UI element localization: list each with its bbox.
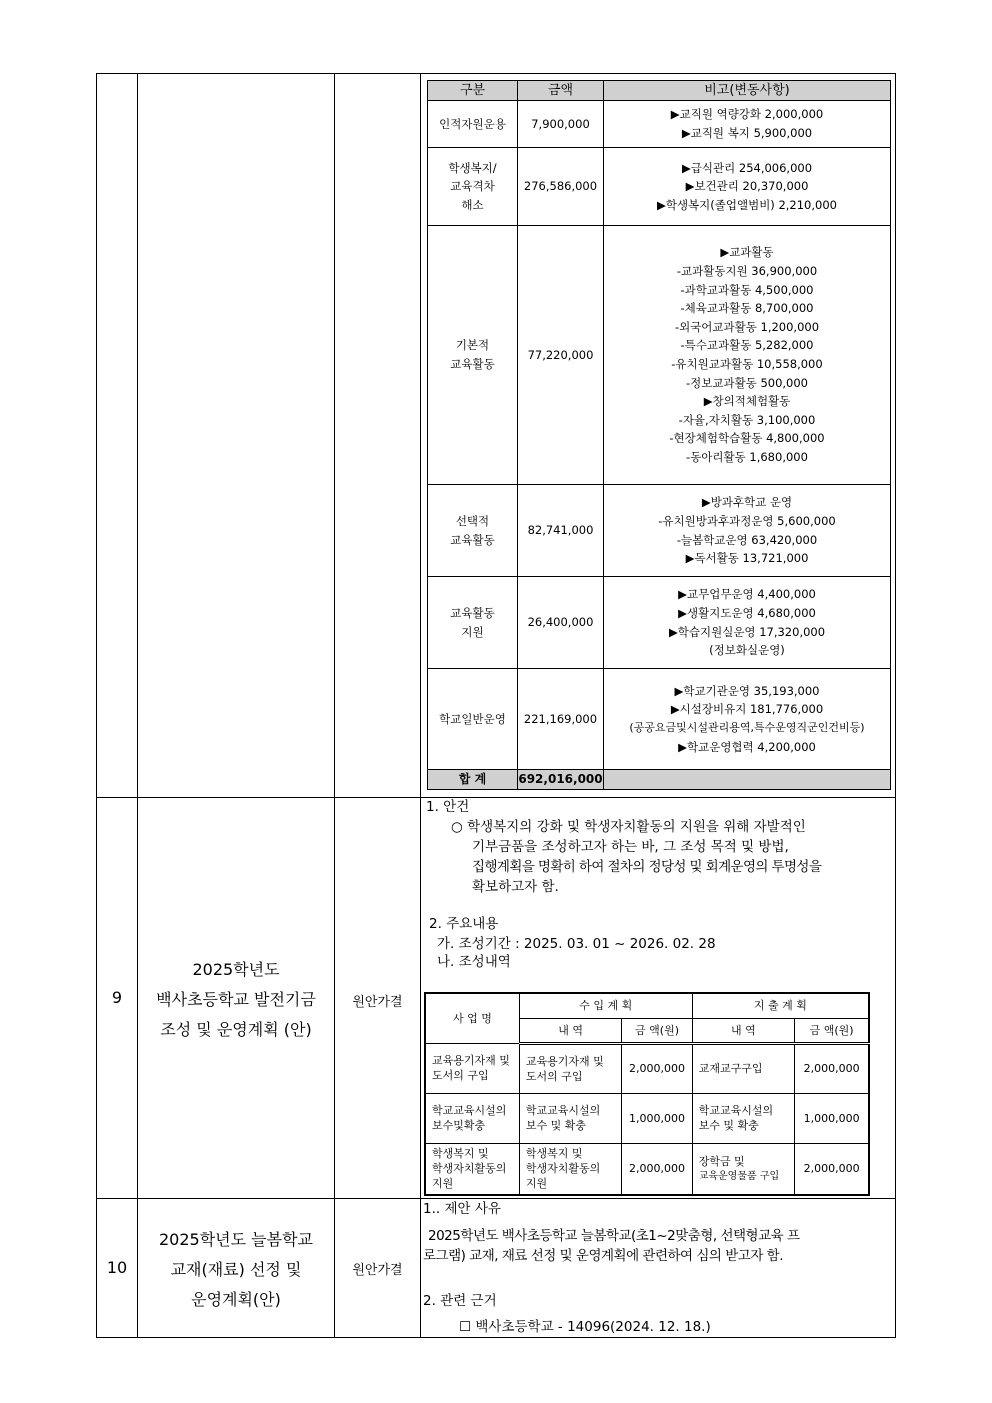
fund-expense-detail: 장학금 및 [698, 1154, 745, 1168]
item10-section2: 2. 관련 근거 [423, 1293, 497, 1309]
budget-amount: 82,741,000 [518, 485, 604, 577]
fund-expense-detail: 보수 및 확충 [698, 1119, 759, 1132]
item10-status: 원안가결 [352, 1262, 403, 1278]
fund-expense-detail: 학교교육시설의 [698, 1104, 774, 1117]
col-divider-2 [334, 73, 335, 1338]
item10-title [138, 1210, 334, 1330]
budget-amount: 7,900,000 [518, 101, 604, 148]
budget-note: -과학교과활동 4,500,000 [680, 282, 814, 297]
fund-business: 학생자치활동의 [432, 1162, 507, 1176]
fund-row [425, 1043, 869, 1093]
budget-header-row [428, 81, 891, 101]
budget-note: -늘봄학교운영 63,420,000 [676, 532, 818, 547]
budget-note: -특수교과활동 5,282,000 [680, 338, 814, 353]
item10-reason-line: 2025학년도 백사초등학교 늘봄학교(초1~2맞춤형, 선택형교육 프 [428, 1228, 800, 1244]
fund-header-expense-detail: 내 역 [692, 1018, 794, 1043]
item10-title-line: 운영계획(안) [191, 1290, 281, 1309]
budget-category: 인적자원운용 [439, 116, 506, 131]
budget-category: 교육격차 [450, 179, 495, 194]
item9-title-line: 2025학년도 [192, 960, 280, 979]
fund-header-expense-amount: 금 액(원) [795, 1018, 869, 1043]
budget-note: -자율,자치활동 3,100,000 [678, 412, 816, 427]
budget-note: ▶교직원 역량강화 2,000,000 [670, 107, 824, 122]
budget-note: ▶학습지원실운영 17,320,000 [668, 624, 826, 639]
budget-category: 교육활동 [450, 605, 495, 620]
item9-number: 9 [111, 988, 123, 1007]
fund-header-income-detail: 내 역 [519, 1018, 621, 1043]
budget-category: 학교일반운영 [439, 711, 506, 726]
budget-note: -정보교과활동 500,000 [685, 375, 808, 390]
budget-amount: 221,169,000 [518, 669, 604, 770]
budget-note: ▶교과활동 [720, 245, 774, 260]
budget-note: ▶창의적체험활동 [703, 394, 791, 409]
budget-note: ▶시설장비유지 181,776,000 [670, 702, 824, 717]
budget-note: ▶학교운영협력 4,200,000 [678, 739, 816, 754]
fund-header-business: 사 업 명 [425, 993, 519, 1043]
budget-note: -체육교과활동 8,700,000 [680, 301, 814, 316]
fund-expense-amount: 2,000,000 [795, 1143, 869, 1195]
budget-note: ▶보건관리 20,370,000 [685, 179, 809, 194]
fund-income-amount: 2,000,000 [622, 1043, 692, 1093]
budget-row [428, 577, 891, 669]
budget-header-notes: 비고(변동사항) [604, 81, 891, 101]
fund-expense-detail: 교재교구구입 [698, 1062, 763, 1075]
budget-note: ▶방과후학교 운영 [701, 495, 793, 510]
budget-note: ▶급식관리 254,006,000 [681, 160, 813, 175]
item10-title-line: 교재(재료) 선정 및 [170, 1260, 302, 1279]
budget-header-category: 구분 [428, 81, 518, 101]
item10-title-line: 2025학년도 늘봄학교 [159, 1230, 313, 1249]
item9-content-line: ○ 학생복지의 강화 및 학생자치활동의 지원을 위해 자발적인 [451, 819, 806, 835]
fund-income-amount: 1,000,000 [622, 1093, 692, 1143]
fund-income-detail: 학생자치활동의 [525, 1162, 601, 1176]
item9-details-label: 나. 조성내역 [437, 954, 511, 970]
fund-table [424, 992, 870, 1196]
budget-amount: 26,400,000 [518, 577, 604, 669]
item10-reason-line: 로그램) 교재, 재료 선정 및 운영계획에 관련하여 심의 받고자 함. [423, 1248, 783, 1264]
budget-category: 해소 [461, 197, 484, 212]
item9-title-line: 조성 및 운영계획 (안) [160, 1020, 312, 1039]
item9-content-line: 확보하고자 함. [472, 879, 559, 895]
fund-income-detail: 보수 및 확충 [525, 1119, 587, 1132]
item10-number: 10 [106, 1258, 128, 1277]
budget-amount: 77,220,000 [518, 226, 604, 485]
budget-category: 교육활동 [450, 532, 495, 547]
fund-header-income: 수 입 계 획 [519, 993, 692, 1018]
budget-note: -현장체험학습활동 4,800,000 [669, 431, 825, 446]
item9-section2: 2. 주요내용 [429, 916, 499, 932]
fund-expense-amount: 1,000,000 [795, 1093, 869, 1143]
budget-category: 지원 [461, 624, 484, 639]
fund-income-detail: 지원 [525, 1177, 548, 1191]
fund-expense-detail: 교육운영물품 구입 [698, 1170, 780, 1182]
budget-note: ▶교직원 복지 5,900,000 [681, 126, 813, 140]
item9-title [138, 880, 334, 1120]
budget-table [427, 80, 891, 790]
item9-content-line: 집행계획을 명확히 하여 절차의 정당성 및 회계운영의 투명성을 [472, 859, 822, 875]
budget-total-amount: 692,016,000 [518, 770, 604, 790]
budget-note: (공공요금및시설관리용역,특수운영직군인건비등) [629, 721, 865, 734]
item9-content-line: 기부금품을 조성하고자 하는 바, 그 조성 목적 및 방법, [472, 839, 789, 855]
budget-row [428, 226, 891, 485]
fund-header-income-amount: 금 액(원) [622, 1018, 692, 1043]
outer-right-border [895, 73, 896, 1338]
item9-period: 가. 조성기간 : 2025. 03. 01 ~ 2026. 02. 28 [437, 936, 716, 952]
col-divider-3 [420, 73, 421, 1338]
fund-business: 지원 [432, 1177, 454, 1191]
budget-note: -유치원교과활동 10,558,000 [671, 357, 823, 371]
budget-row [428, 101, 891, 148]
col-divider-1 [137, 73, 138, 1338]
item9-status: 원안가결 [352, 994, 403, 1010]
fund-income-amount: 2,000,000 [622, 1143, 692, 1195]
budget-row [428, 148, 891, 226]
item10-section1: 1.. 제안 사유 [423, 1201, 501, 1217]
budget-note: -외국어교과활동 1,200,000 [674, 319, 820, 334]
budget-total-label: 합 계 [428, 770, 518, 790]
budget-note: ▶학교기관운영 35,193,000 [674, 683, 820, 698]
fund-header-expense: 지 출 계 획 [692, 993, 869, 1018]
fund-income-detail: 도서의 구입 [525, 1069, 583, 1083]
budget-total-row [428, 770, 891, 790]
outer-bottom-border [96, 1337, 896, 1338]
budget-note: (정보화실운영) [709, 643, 785, 658]
budget-row [428, 669, 891, 770]
fund-expense-amount: 2,000,000 [795, 1043, 869, 1093]
budget-note: ▶교무업무운영 4,400,000 [678, 587, 816, 602]
budget-note: ▶독서활동 13,721,000 [685, 551, 809, 566]
budget-category: 기본적 [455, 338, 490, 353]
item9-section1: 1. 안건 [426, 799, 470, 815]
budget-category: 학생복지/ [448, 160, 497, 175]
outer-top-border [96, 73, 896, 74]
fund-income-detail: 학교교육시설의 [525, 1104, 601, 1117]
budget-row [428, 485, 891, 577]
item10-basis: ☐ 백사초등학교 - 14096(2024. 12. 18.) [459, 1319, 711, 1335]
fund-business: 학교교육시설의 [432, 1104, 507, 1117]
budget-category: 선택적 [455, 513, 490, 528]
fund-row [425, 1093, 869, 1143]
row-divider-9 [96, 797, 896, 798]
budget-note: -교과활동지원 36,900,000 [676, 264, 818, 279]
budget-category: 교육활동 [450, 357, 495, 371]
fund-business: 교육용기자재 및 [432, 1054, 510, 1067]
fund-income-detail: 교육용기자재 및 [525, 1054, 604, 1068]
budget-note: -유치원방과후과정운영 5,600,000 [658, 513, 836, 528]
budget-header-amount: 금액 [518, 81, 604, 101]
budget-amount: 276,586,000 [518, 148, 604, 226]
fund-business: 보수및확충 [432, 1119, 486, 1132]
budget-note: -동아리활동 1,680,000 [686, 449, 808, 464]
fund-business: 도서의 구입 [432, 1069, 489, 1082]
row-divider-10 [96, 1198, 896, 1199]
item9-title-line: 백사초등학교 발전기금 [156, 990, 316, 1009]
fund-row [425, 1143, 869, 1195]
budget-note: ▶생활지도운영 4,680,000 [678, 605, 816, 620]
budget-note: ▶학생복지(졸업앨범비) 2,210,000 [657, 197, 837, 212]
fund-income-detail: 학생복지 및 [525, 1147, 583, 1161]
fund-business: 학생복지 및 [432, 1147, 489, 1161]
